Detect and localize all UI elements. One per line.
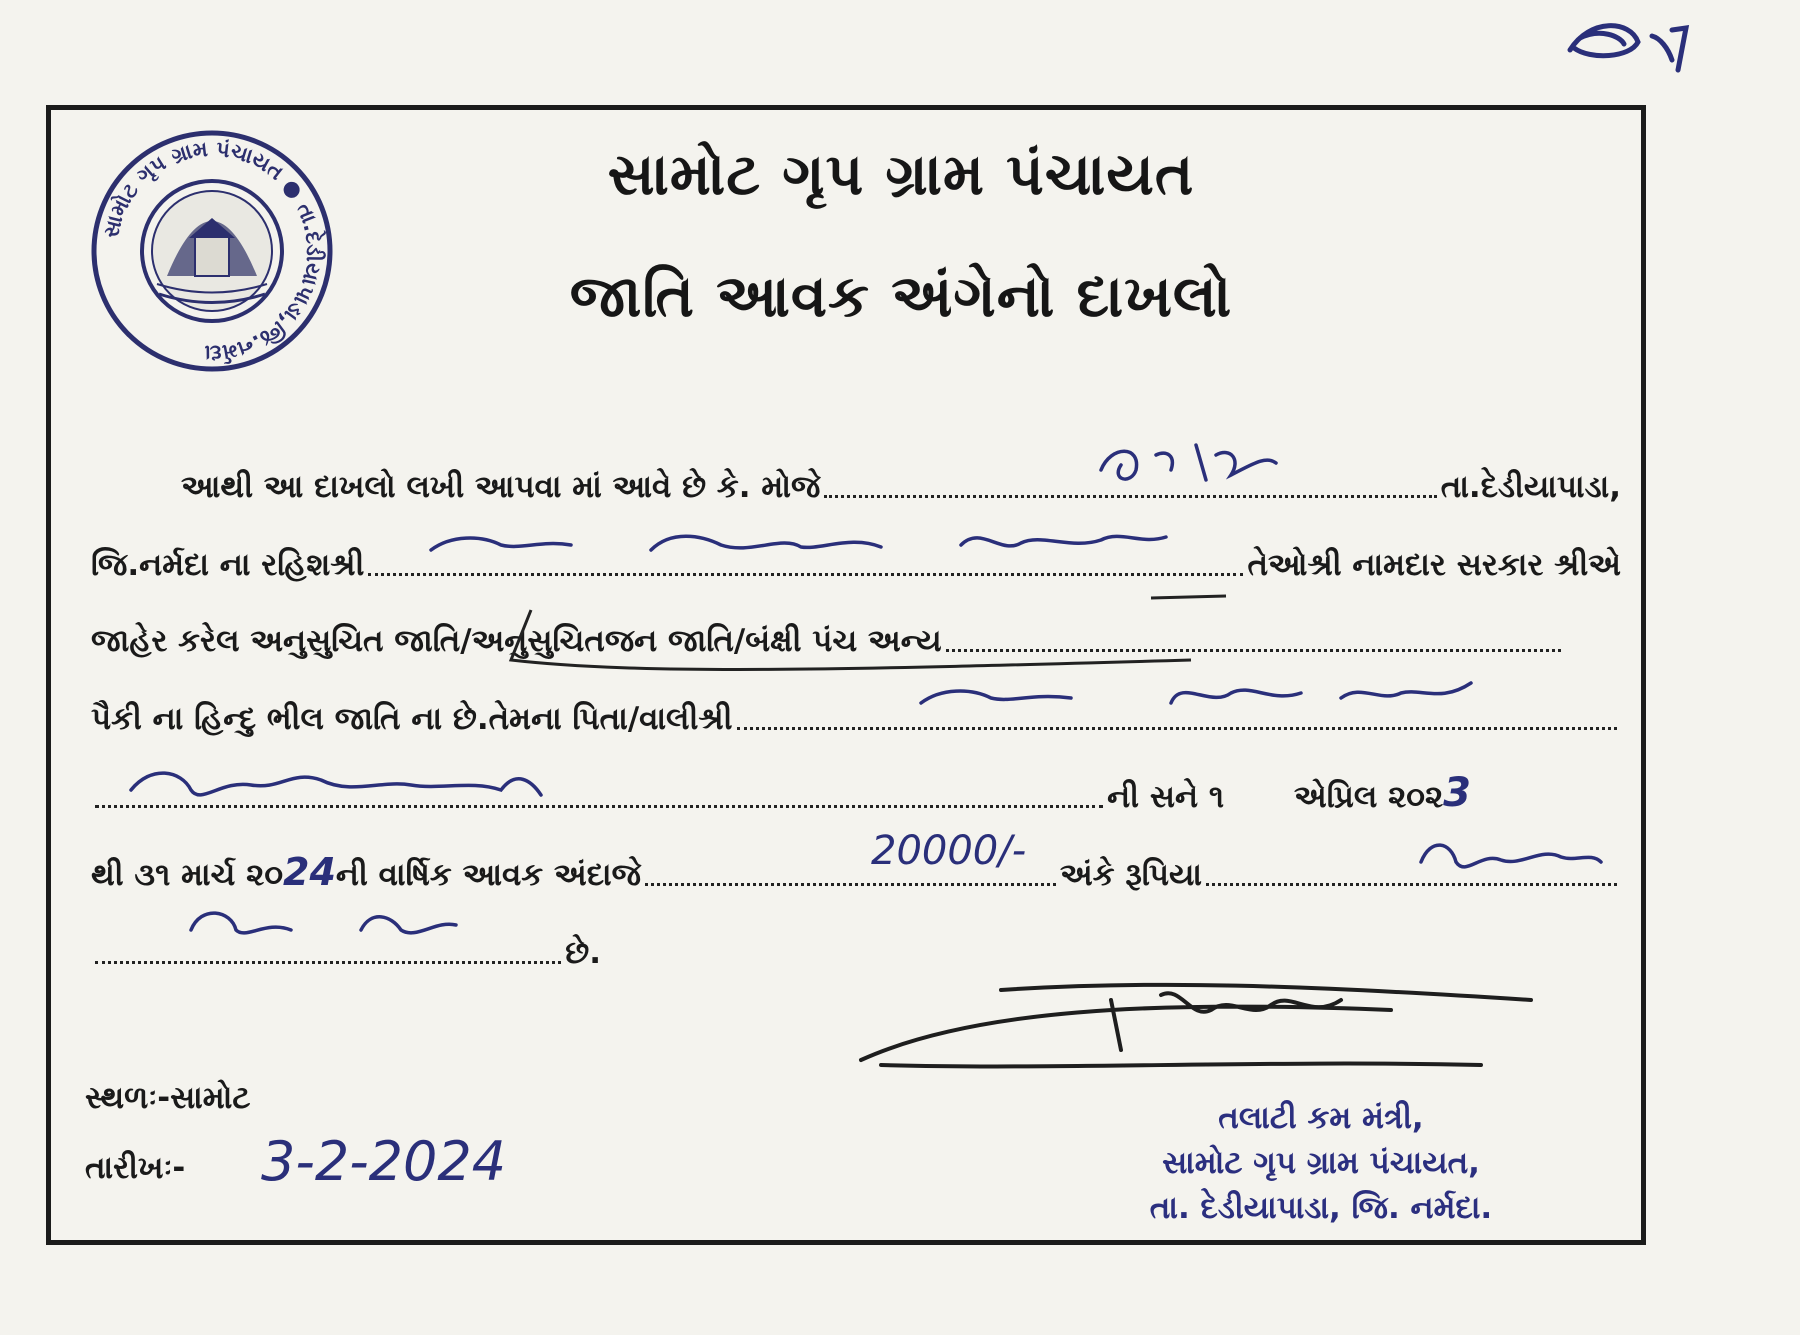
handwritten-address <box>121 750 561 820</box>
place-label: સ્થળઃ-સામોટ <box>85 1080 251 1116</box>
certificate-title: જાતિ આવક અંગેનો દાખલો <box>569 262 1233 330</box>
page-mark-scribble <box>1560 8 1730 78</box>
line6-text: થી ૩૧ માર્ચ ૨૦ <box>91 857 283 893</box>
line6-rupees: અંકે રૂપિયા <box>1059 857 1202 893</box>
handwritten-father-name <box>911 658 1551 728</box>
panchayat-title: સામોટ ગૃપ ગ્રામ પંચાયત <box>607 140 1195 208</box>
handwritten-village <box>1091 425 1311 495</box>
body-line-6 <box>91 838 1621 894</box>
handwritten-year-start: 3 <box>1443 770 1471 816</box>
line3-text: જાહેર કરેલ અનુસુચિત જાતિ/અનુસુચિતજન જાતિ/બંક્ષી પંચ અન્ય <box>91 623 942 659</box>
line5-text: ની સને ૧ <box>1107 779 1225 815</box>
handwritten-resident-name <box>421 505 1221 575</box>
handwritten-income: 20000/- <box>871 828 1027 874</box>
handwritten-date: 3-2-2024 <box>261 1130 507 1193</box>
line6-income-text: ની વાર્ષિક આવક અંદાજે <box>335 857 641 893</box>
officer-signature <box>851 950 1551 1090</box>
handwritten-year-end: 24 <box>283 850 336 894</box>
income-blank <box>645 881 1056 886</box>
body-line-1 <box>181 450 1621 506</box>
line2-text-end: તેઓશ્રી નામદાર સરકાર શ્રીએ <box>1247 547 1621 583</box>
signature-office: સામોટ ગૃપ ગ્રામ પંચાયત, <box>1162 1145 1480 1181</box>
handwritten-rupees-words-2 <box>181 895 511 955</box>
panchayat-seal-logo <box>87 126 337 376</box>
date-label: તારીખઃ- <box>85 1150 186 1186</box>
rupees-words-blank-2 <box>95 959 561 964</box>
signature-address: તા. દેડીયાપાડા, જિ. નર્મદા. <box>1149 1190 1493 1226</box>
signature-designation: તલાટી કમ મંત્રી, <box>1218 1100 1424 1136</box>
line2-text: જિ.નર્મદા ના રહિશશ્રી <box>91 547 365 583</box>
handwritten-rupees-words <box>1411 822 1611 892</box>
line4-text: પૈકી ના હિન્દુ ભીલ જાતિ ના છે.તેમના પિતા/વાલીશ્રી <box>91 701 733 737</box>
line5-april: એપ્રિલ ૨૦૨ <box>1294 779 1444 815</box>
line1-text: આથી આ દાખલો લખી આપવા માં આવે છે કે. મોજે <box>181 469 821 505</box>
certificate-frame <box>46 105 1646 1245</box>
line1-taluka: તા.દેડીયાપાડા, <box>1440 469 1621 505</box>
line7-text: છે. <box>565 935 601 971</box>
seal-text: સામોટ ગૃપ ગ્રામ પંચાયત ● તા.દેડીયાપાડા,જિ.નર્મદા <box>98 136 327 366</box>
